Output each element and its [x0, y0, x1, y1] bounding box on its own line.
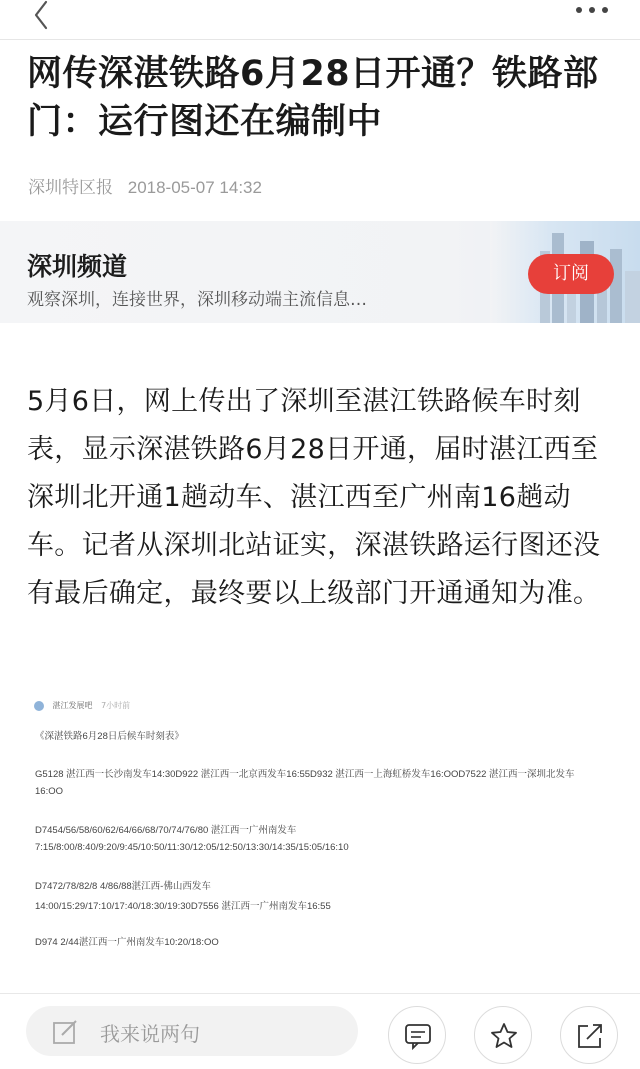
- timetable-line: 7:15/8:00/8:40/9:20/9:45/10:50/11:30/12:05/12:50/13:30/14:35/15:05/16:10: [35, 842, 349, 853]
- article-body: 5月6日，网上传出了深圳至湛江铁路候车时刻表，显示深湛铁路6月28日开通，届时湛江西至深圳北开通1趟动车、湛江西至广州南16趟动车。记者从深圳北站证实，深湛铁路运行图还没有最后确定，最终要以上级部门开通通知为准。: [27, 386, 601, 609]
- comment-placeholder: 我来说两句: [100, 1022, 200, 1046]
- timetable-line: 《深湛铁路6月28日后候车时刻表》: [35, 731, 184, 742]
- timetable-image[interactable]: [22, 690, 622, 962]
- top-nav-bar: [0, 0, 640, 40]
- channel-banner[interactable]: [0, 221, 640, 323]
- article-datetime: 2018-05-07 14:32: [127, 178, 262, 197]
- more-button[interactable]: [570, 0, 620, 30]
- timetable-line: 16:OO: [35, 786, 63, 797]
- edit-icon: [52, 1019, 78, 1045]
- share-icon: [575, 1021, 605, 1051]
- subscribe-button[interactable]: 订阅: [528, 254, 614, 294]
- timetable-line: 14:00/15:29/17:10/17:40/18:30/19:30D7556 湛江西一广州南发车16:55: [35, 901, 331, 912]
- channel-name: 深圳频道: [27, 252, 128, 281]
- comment-icon: [403, 1021, 433, 1051]
- more-dots-icon: [570, 0, 620, 30]
- article-title: 网传深湛铁路6月28日开通？铁路部门：运行图还在编制中: [27, 54, 599, 142]
- timetable-line: G5128 湛江西一长沙南发车14:30D922 湛江西一北京西发车16:55D932 湛江西一上海虹桥发车16:OOD7522 湛江西一深圳北发车: [35, 769, 575, 780]
- star-icon: [489, 1021, 519, 1051]
- share-button[interactable]: [560, 1006, 618, 1064]
- back-button[interactable]: [24, 0, 64, 36]
- comment-button[interactable]: [388, 1006, 446, 1064]
- timetable-line: D974 2/44湛江西一广州南发车10:20/18:OO: [35, 937, 219, 948]
- bottom-action-bar: [0, 993, 640, 1069]
- article-meta: [28, 173, 272, 198]
- channel-description: 观察深圳，连接世界，深圳移动端主流信息…: [27, 290, 367, 310]
- article-source: 深圳特区报: [28, 178, 113, 197]
- embed-header: [34, 700, 130, 711]
- comment-input[interactable]: [26, 1006, 358, 1056]
- embed-time: 7小时前: [101, 701, 131, 710]
- account-avatar: [34, 701, 44, 711]
- timetable-line: D7472/78/82/8 4/86/88湛江西-佛山西发车: [35, 881, 211, 892]
- favorite-button[interactable]: [474, 1006, 532, 1064]
- embed-account: 湛江发展吧: [52, 701, 93, 710]
- timetable-line: D7454/56/58/60/62/64/66/68/70/74/76/80 湛江西一广州南发车: [35, 825, 297, 836]
- chevron-left-icon: [24, 0, 64, 36]
